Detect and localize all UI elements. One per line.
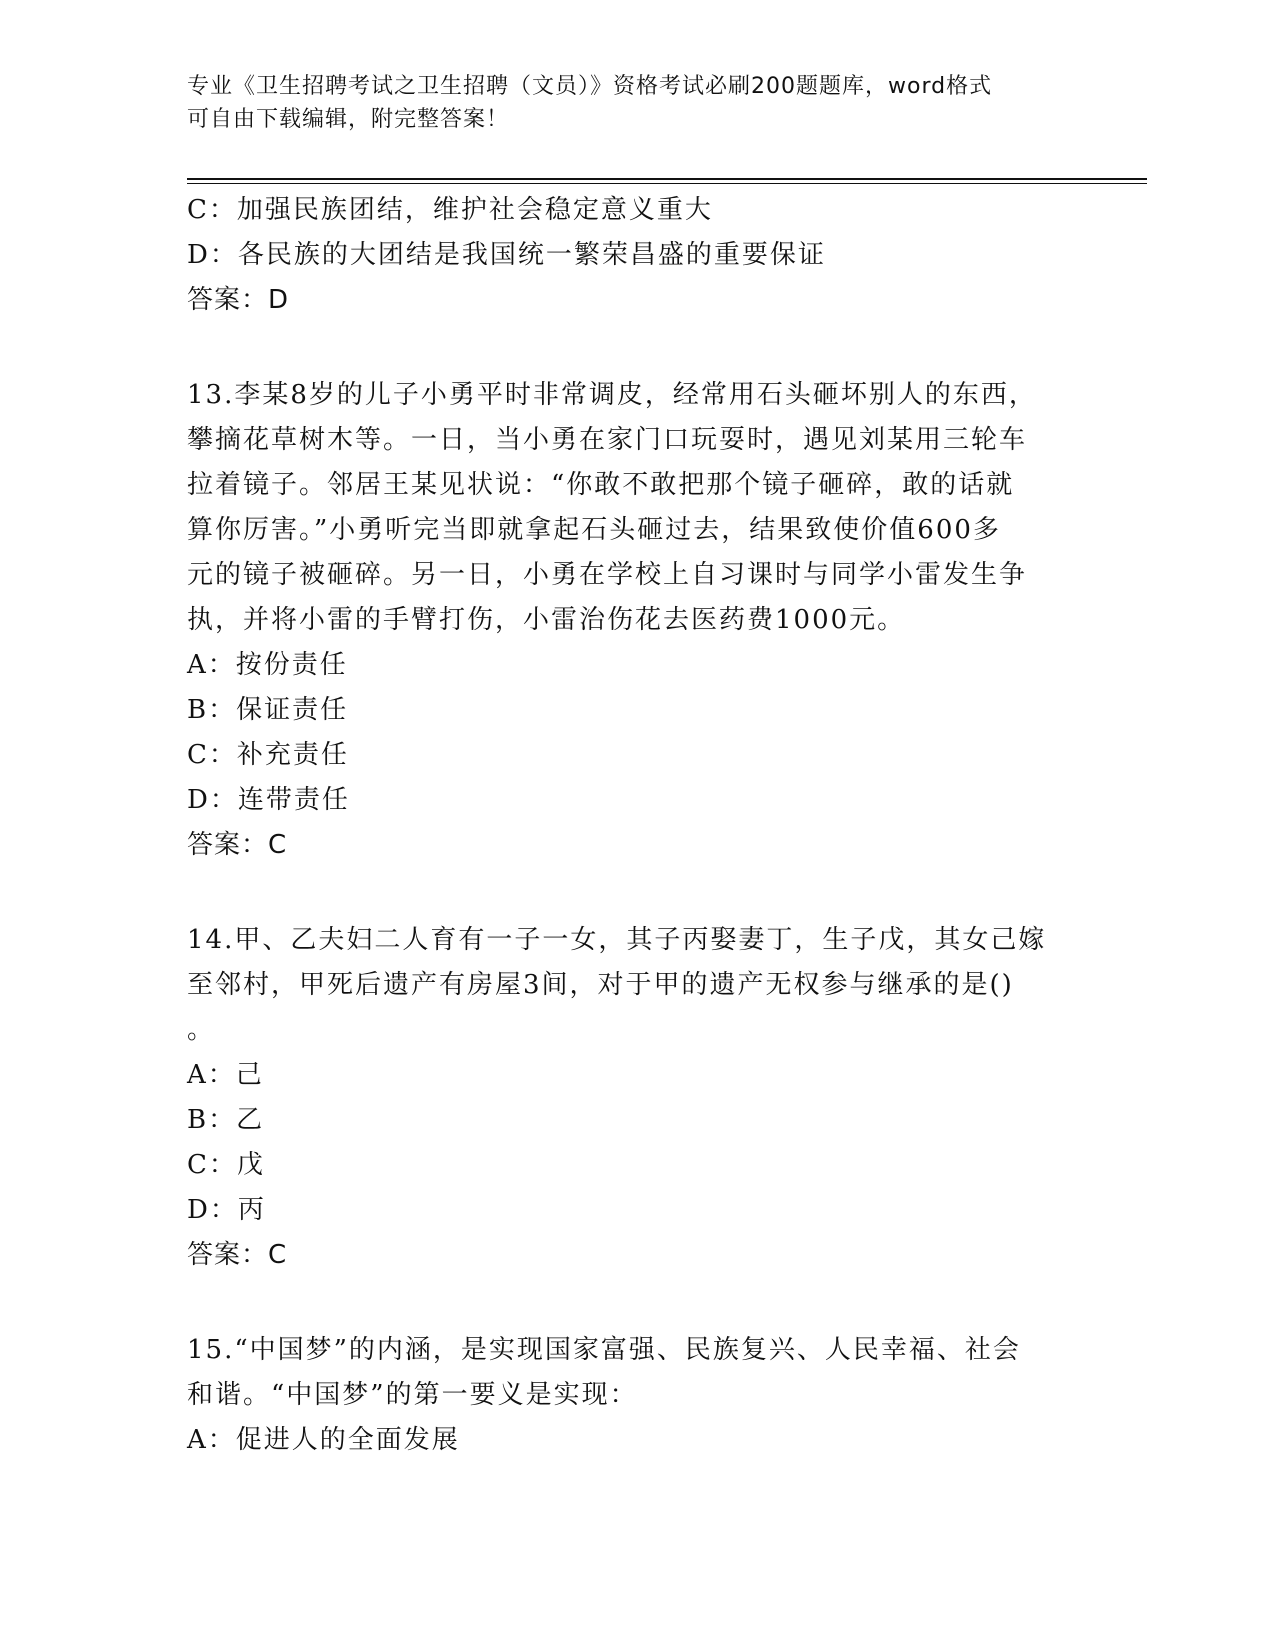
question-14 [187,918,1087,1278]
option-d: D：连带责任 [187,785,350,815]
divider-thick-line [187,178,1147,180]
question-content [187,188,1087,1463]
question-15 [187,1328,1087,1463]
answer: 答案：C [187,830,288,860]
spacer [187,323,1087,373]
option-a: A：促进人的全面发展 [187,1425,460,1455]
option-c: C：补充责任 [187,740,349,770]
option-c: C：戊 [187,1150,265,1180]
option-c: C：加强民族团结，维护社会稳定意义重大 [187,195,713,225]
question-text-line: 和谐。“中国梦”的第一要义是实现： [187,1380,638,1410]
option-b: B：乙 [187,1105,265,1135]
question-text-line: 算你厉害。”小勇听完当即就拿起石头砸过去，结果致使价值600多 [187,515,1001,545]
question-text-line: 拉着镜子。邻居王某见状说：“你敢不敢把那个镜子砸碎，敢的话就 [187,470,1015,500]
header-line-1: 专业《卫生招聘考试之卫生招聘（文员）》资格考试必刷200题题库，word格式 [187,74,993,99]
option-a: A：己 [187,1060,264,1090]
spacer [187,868,1087,918]
answer: 答案：D [187,285,290,315]
question-13 [187,373,1087,868]
question-text-line: 15.“中国梦”的内涵，是实现国家富强、民族复兴、人民幸福、社会 [187,1335,1021,1365]
option-b: B：保证责任 [187,695,349,725]
question-text-line: 。 [187,1015,216,1045]
header-line-2: 可自由下载编辑，附完整答案！ [187,107,510,132]
option-d: D：丙 [187,1195,266,1225]
question-12-tail [187,188,1087,323]
question-text-line: 14.甲、乙夫妇二人育有一子一女，其子丙娶妻丁，生子戊，其女己嫁 [187,925,1047,955]
question-text-line: 至邻村，甲死后遗产有房屋3间，对于甲的遗产无权参与继承的是() [187,970,1014,1000]
divider-thin-line [187,183,1147,184]
question-text-line: 13.李某8岁的儿子小勇平时非常调皮，经常用石头砸坏别人的东西， [187,380,1037,410]
question-text-line: 执，并将小雷的手臂打伤，小雷治伤花去医药费1000元。 [187,605,906,635]
answer: 答案：C [187,1240,288,1270]
header-divider [187,178,1147,184]
option-d: D：各民族的大团结是我国统一繁荣昌盛的重要保证 [187,240,826,270]
document-header [187,70,1087,136]
question-text-line: 攀摘花草树木等。一日，当小勇在家门口玩耍时，遇见刘某用三轮车 [187,425,1028,455]
option-a: A：按份责任 [187,650,348,680]
question-text-line: 元的镜子被砸碎。另一日，小勇在学校上自习课时与同学小雷发生争 [187,560,1028,590]
spacer [187,1278,1087,1328]
